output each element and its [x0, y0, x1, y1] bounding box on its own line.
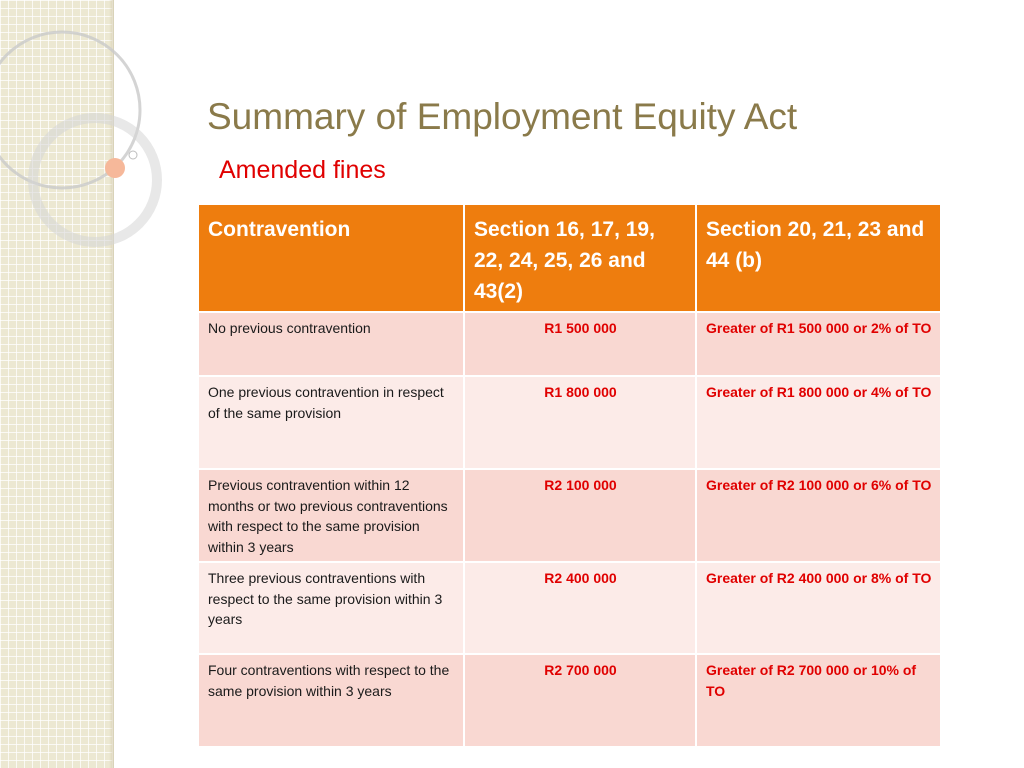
fine-cell: R2 100 000	[464, 469, 696, 562]
alternative-fine-cell: Greater of R2 700 000 or 10% of TO	[696, 654, 941, 747]
slide-title: Summary of Employment Equity Act	[207, 96, 798, 137]
contravention-cell: No previous contravention	[198, 312, 464, 376]
table-header-row	[198, 204, 941, 312]
alternative-fine-cell: Greater of R2 100 000 or 6% of TO	[696, 469, 941, 562]
alternative-fine-cell: Greater of R1 800 000 or 4% of TO	[696, 376, 941, 469]
contravention-cell: Three previous contraventions with respect to the same provision within 3 years	[198, 562, 464, 654]
fine-cell: R2 400 000	[464, 562, 696, 654]
decorative-side-strip	[0, 0, 114, 768]
table-row	[198, 469, 941, 562]
fine-cell: R1 500 000	[464, 312, 696, 376]
fine-cell: R2 700 000	[464, 654, 696, 747]
header-contravention: Contravention	[198, 204, 464, 312]
contravention-cell: Previous contravention within 12 months or two previous contraventions with respect to the same provision within 3 years	[198, 469, 464, 562]
table-row	[198, 562, 941, 654]
alternative-fine-cell: Greater of R1 500 000 or 2% of TO	[696, 312, 941, 376]
small-ring-icon	[129, 151, 137, 159]
slide-subtitle: Amended fines	[219, 156, 386, 184]
alternative-fine-cell: Greater of R2 400 000 or 8% of TO	[696, 562, 941, 654]
header-section-b: Section 20, 21, 23 and 44 (b)	[696, 204, 941, 312]
fines-table	[197, 203, 942, 748]
header-section-a: Section 16, 17, 19, 22, 24, 25, 26 and 43(2)	[464, 204, 696, 312]
fine-cell: R1 800 000	[464, 376, 696, 469]
table-row	[198, 312, 941, 376]
table-row	[198, 654, 941, 747]
table-row	[198, 376, 941, 469]
contravention-cell: Four contraventions with respect to the same provision within 3 years	[198, 654, 464, 747]
contravention-cell: One previous contravention in respect of the same provision	[198, 376, 464, 469]
